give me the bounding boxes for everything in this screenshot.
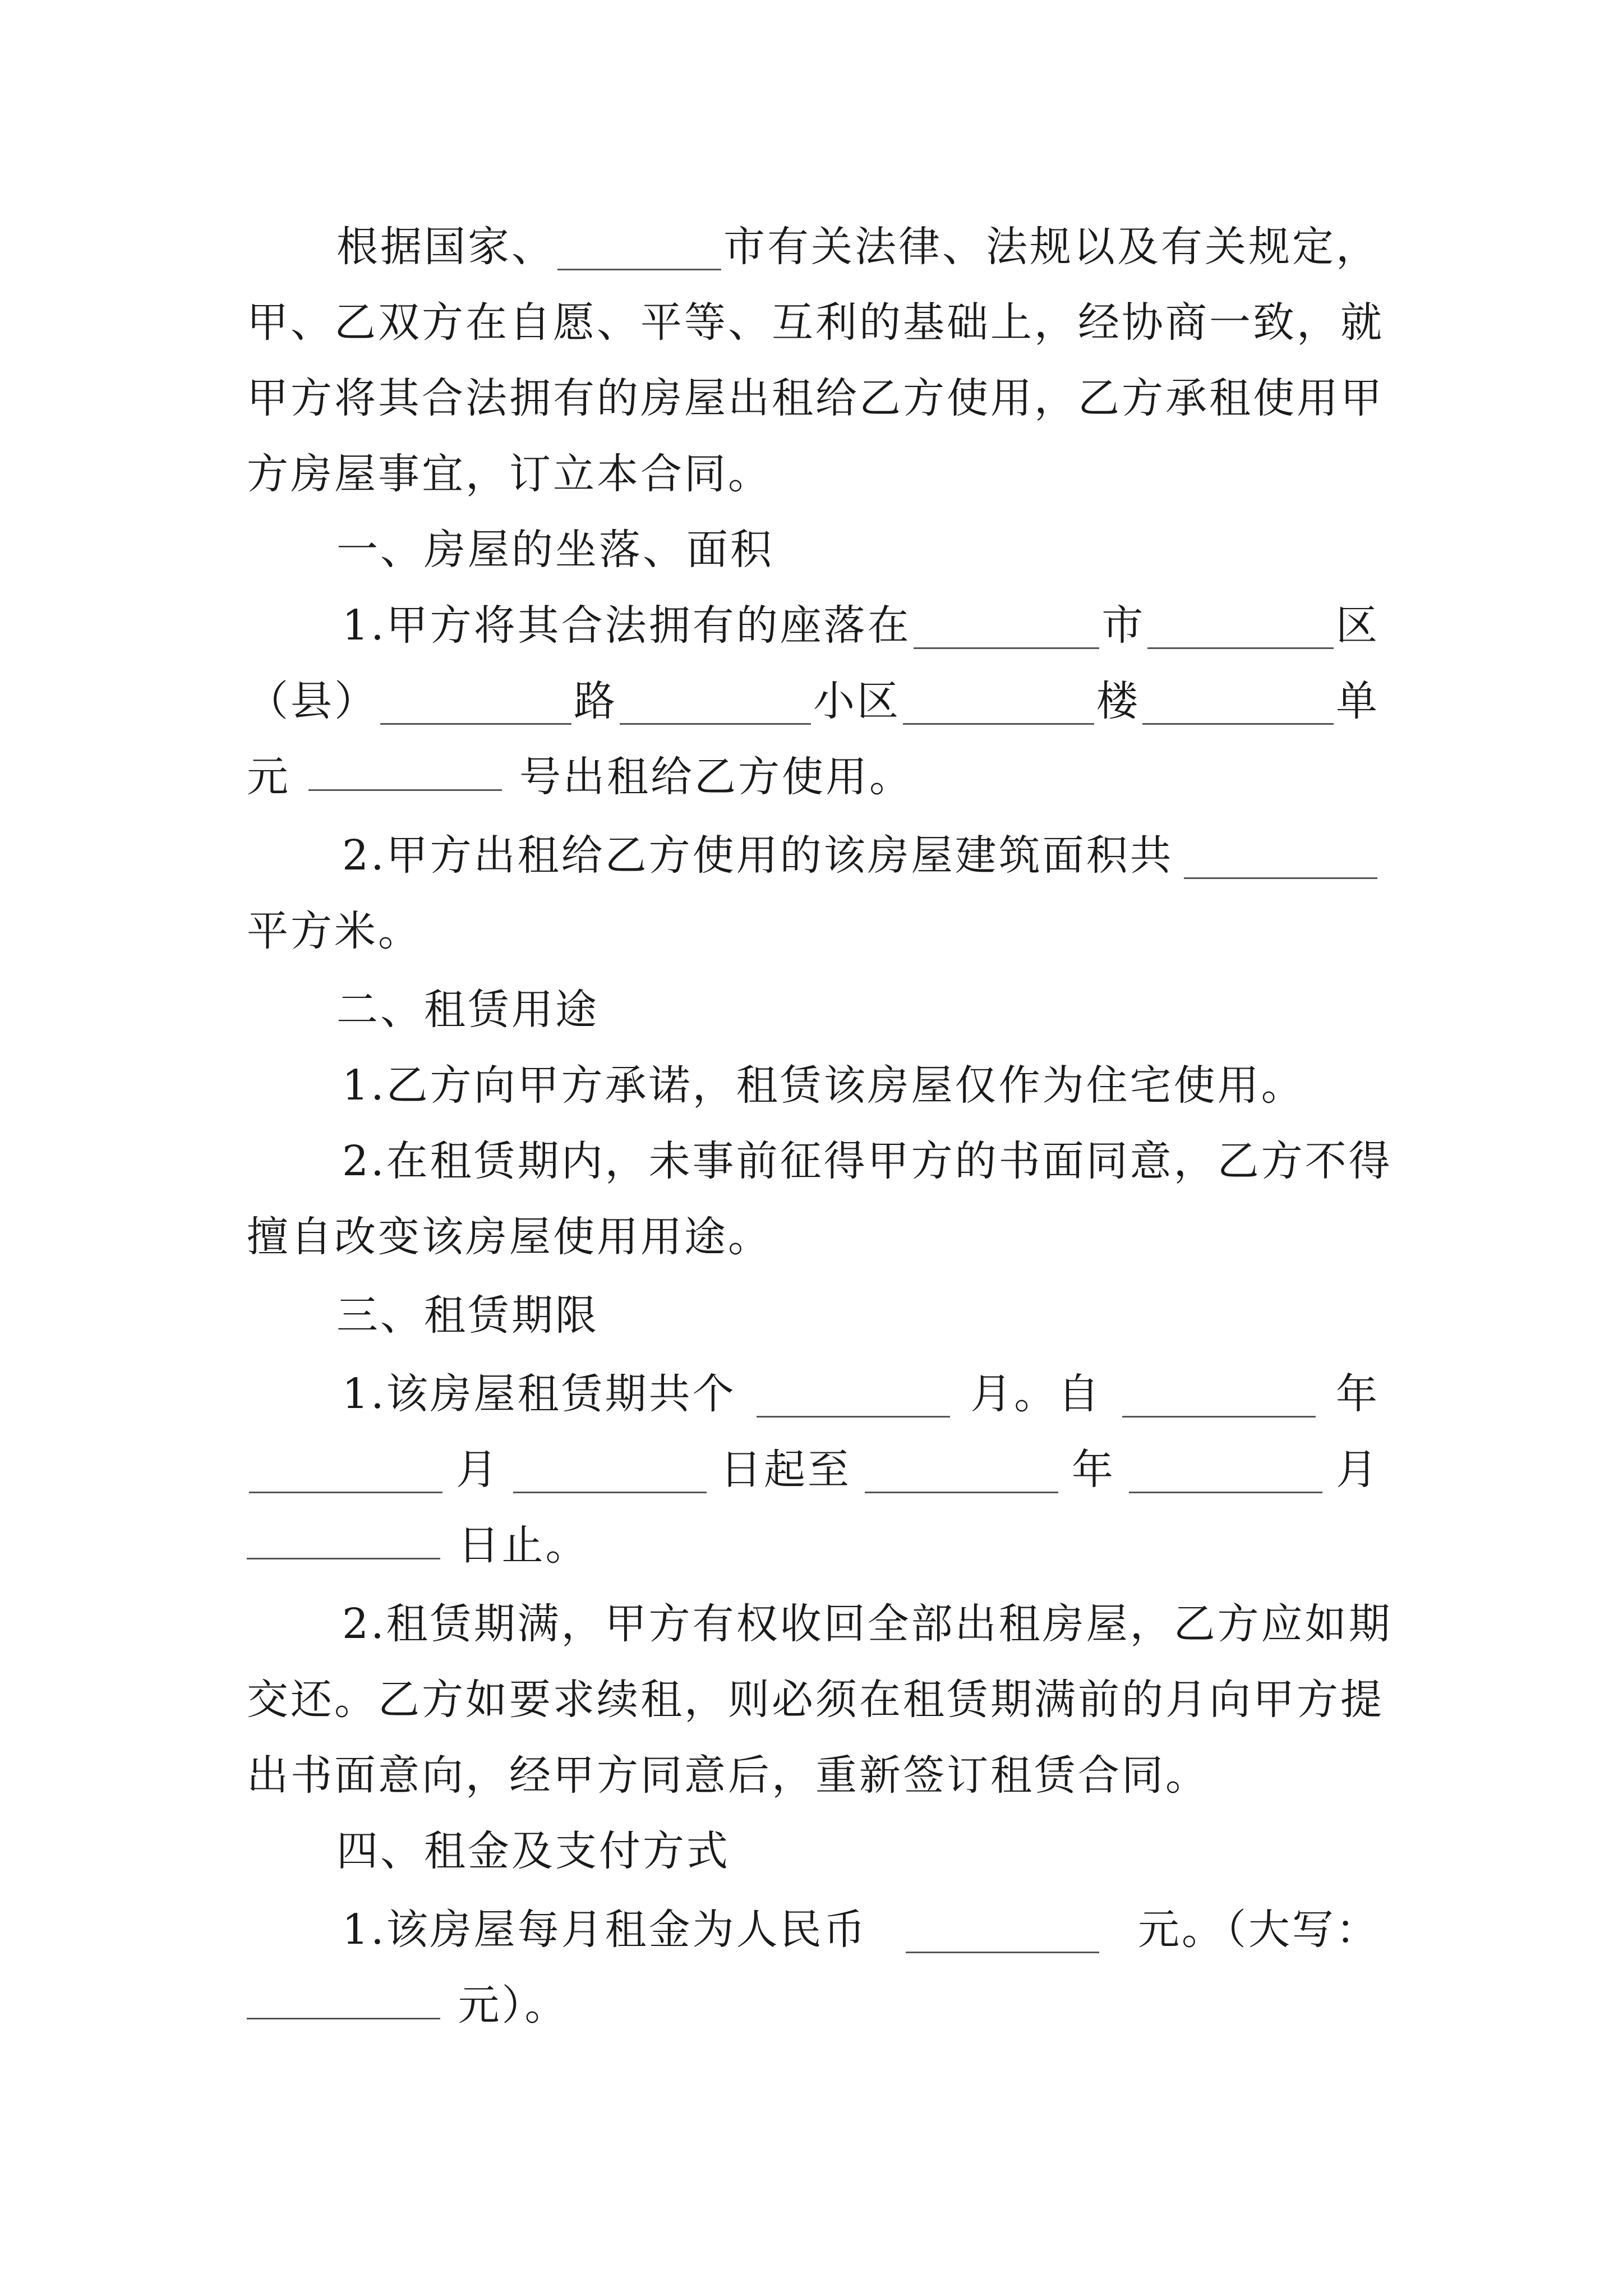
s1-item1-text-i: 元 [247,753,291,801]
start-year-blank[interactable] [1122,1371,1316,1418]
intro-line-4 [247,440,1380,508]
city-blank[interactable] [557,224,721,270]
s4-item1-text-c: 元）。 [458,1981,569,2030]
section-3-title [336,1282,1380,1349]
s3-item1-text-b: 月。自 [970,1370,1102,1418]
intro-line-2 [247,289,1384,356]
start-month-blank[interactable] [249,1447,442,1493]
s4-item1-line-2 [247,1972,1380,2039]
location-number-blank[interactable] [308,744,502,791]
s1-item1-text-h: 单 [1336,677,1380,725]
section-3-title-text: 三、租赁期限 [336,1291,599,1340]
s3-item2-text-b: 交还。乙方如要求续租，则必须在租赁期满前的月向甲方提 [247,1676,1384,1724]
intro-text-1b: 市有关法律、法规以及有关规定， [723,223,1380,271]
s3-item1-line-2 [247,1436,1380,1503]
s3-item1-text-e: 日起至 [720,1446,851,1494]
end-day-blank[interactable] [247,1513,440,1559]
location-district-blank[interactable] [1147,602,1334,649]
s3-item2-text-c: 出书面意向，经甲方同意后，重新签订租赁合同。 [247,1751,1209,1800]
s4-item1-text-a: 1.该房屋每月租金为人民币 [342,1906,868,1954]
s1-item1-line-3 [247,743,1380,811]
s4-item1-line-1 [342,1896,1380,1963]
section-1-title-text: 一、房屋的坐落、面积 [336,526,774,574]
s1-item1-text-f: 小区 [813,677,901,725]
s1-item2-line-2 [247,898,1380,965]
rent-uppercase-blank[interactable] [247,1973,440,2019]
s3-item2-text-a: 2.租赁期满，甲方有权收回全部出租房屋，乙方应如期 [342,1600,1393,1648]
s1-item1-text-d: （县） [247,677,378,725]
s3-item1-text-c: 年 [1335,1370,1380,1418]
location-city-blank[interactable] [914,602,1100,649]
monthly-rent-blank[interactable] [906,1907,1099,1953]
s3-item1-text-g: 月 [1336,1446,1380,1494]
intro-line-1 [336,213,1380,280]
intro-line-3 [247,365,1384,432]
s1-item1-line-2 [247,668,1380,735]
section-4-title-text: 四、租金及支付方式 [336,1827,730,1875]
intro-text-1a: 根据国家、 [336,223,555,271]
intro-text-2: 甲、乙双方在自愿、平等、互利的基础上，经协商一致，就 [247,298,1384,347]
section-1-title [336,516,1380,583]
lease-months-blank[interactable] [757,1371,950,1418]
intro-text-4: 方房屋事宜，订立本合同。 [247,450,772,498]
location-unit-blank[interactable] [1142,678,1334,725]
intro-text-3: 甲方将其合法拥有的房屋出租给乙方使用，乙方承租使用甲 [247,374,1384,422]
s3-item2-line-1 [342,1590,1393,1658]
s1-item1-text-a: 1.甲方将其合法拥有的座落在 [342,601,911,650]
section-2-title [336,976,1380,1043]
s1-item1-text-b: 市 [1101,601,1146,650]
s3-item1-text-f: 年 [1072,1446,1115,1494]
s3-item1-text-a: 1.该房屋租赁期共个 [342,1370,736,1418]
area-blank[interactable] [1184,832,1377,879]
end-month-blank[interactable] [1129,1447,1322,1493]
s1-item2-text-a: 2.甲方出租给乙方使用的该房屋建筑面积共 [342,831,1174,880]
s1-item1-text-e: 路 [574,677,617,725]
s4-item1-text-b: 元。（大写： [1137,1906,1380,1954]
location-building-blank[interactable] [903,678,1094,725]
s1-item1-text-j: 号出租给乙方使用。 [519,753,914,801]
section-4-title [336,1818,1380,1885]
s1-item1-line-1 [342,592,1380,659]
s2-item1-line [342,1052,1380,1119]
s3-item2-line-3 [247,1742,1380,1809]
s1-item2-text-b: 平方米。 [247,907,422,955]
s2-item2-text-b: 擅自改变该房屋使用用途。 [247,1213,772,1261]
start-day-blank[interactable] [513,1447,707,1493]
s1-item1-text-c: 区 [1335,601,1380,650]
s3-item1-line-1 [342,1360,1380,1428]
s2-item2-line-2 [247,1203,1380,1271]
s3-item1-text-d: 月 [456,1446,500,1494]
s2-item2-line-1 [342,1128,1393,1195]
s1-item1-text-g: 楼 [1096,677,1140,725]
s3-item1-line-3 [247,1512,1380,1579]
s2-item1-text: 1.乙方向甲方承诺，租赁该房屋仅作为住宅使用。 [342,1061,1305,1110]
s3-item1-text-h: 日止。 [458,1521,589,1570]
location-road-blank[interactable] [380,678,571,725]
section-2-title-text: 二、租赁用途 [336,986,599,1034]
s1-item2-line-1 [342,822,1380,889]
end-year-blank[interactable] [865,1447,1058,1493]
location-community-blank[interactable] [620,678,811,725]
s3-item2-line-2 [247,1666,1384,1733]
s2-item2-text-a: 2.在租赁期内，未事前征得甲方的书面同意，乙方不得 [342,1137,1393,1185]
